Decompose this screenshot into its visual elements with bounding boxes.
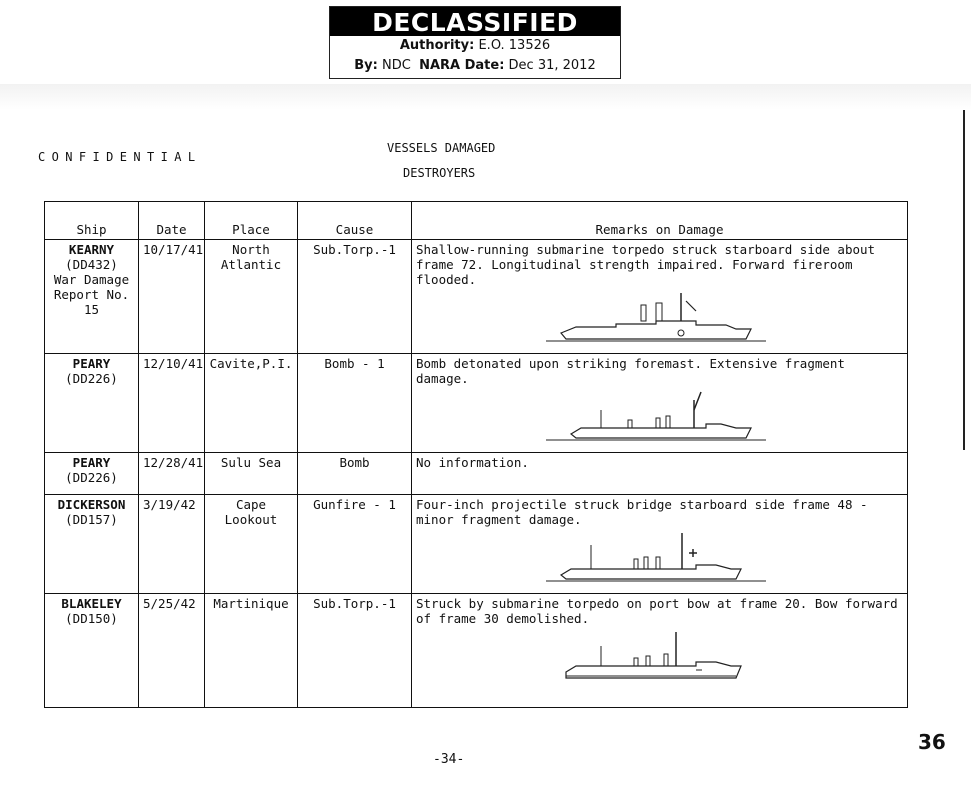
dickerson-damage-sketch — [546, 531, 766, 591]
table-row — [45, 453, 908, 495]
place-cell: Sulu Sea — [205, 453, 298, 495]
peary-damage-sketch — [546, 390, 766, 450]
ship-cell — [45, 240, 139, 354]
classification-marking: CONFIDENTIAL — [38, 150, 202, 164]
column-header-ship: Ship — [45, 202, 139, 240]
stamp-nara-label: NARA Date: — [419, 58, 505, 73]
remarks-text: Shallow-running submarine torpedo struck starboard side about frame 72. Longitudinal strength impaired. Forward fireroom flooded. — [416, 242, 876, 287]
cause-cell: Gunfire - 1 — [298, 495, 412, 594]
cause-cell: Bomb - 1 — [298, 354, 412, 453]
column-header-remarks: Remarks on Damage — [412, 202, 908, 240]
stamp-authority-label: Authority: — [399, 38, 475, 53]
column-header-cause: Cause — [298, 202, 412, 240]
document-subtitle: DESTROYERS — [403, 166, 476, 180]
hull-number: (DD226) — [65, 371, 118, 386]
stamp-authority-line — [330, 36, 620, 56]
page-edge-line — [963, 110, 965, 450]
remarks-cell — [412, 495, 908, 594]
hull-number: (DD150) — [65, 611, 118, 626]
page-edge-shadow — [0, 84, 971, 110]
ship-cell — [45, 594, 139, 708]
hull-number: (DD157) — [65, 512, 118, 527]
remarks-text: Bomb detonated upon striking foremast. Extensive fragment damage. — [416, 356, 845, 386]
column-header-date: Date — [139, 202, 205, 240]
stamp-title: DECLASSIFIED — [330, 7, 620, 36]
remarks-cell — [412, 594, 908, 708]
date-cell: 5/25/42 — [139, 594, 205, 708]
hull-number: (DD432) — [65, 257, 118, 272]
document-title: VESSELS DAMAGED — [387, 141, 496, 155]
table-row — [45, 594, 908, 708]
ship-cell — [45, 495, 139, 594]
table-row — [45, 240, 908, 354]
remarks-cell — [412, 354, 908, 453]
ship-name: DICKERSON — [57, 497, 126, 512]
ship-name: PEARY — [72, 356, 111, 371]
ship-name: KEARNY — [68, 242, 115, 257]
place-cell: Cavite,P.I. — [205, 354, 298, 453]
stamp-by-value: NDC — [381, 58, 411, 73]
table-row — [45, 354, 908, 453]
stamp-authority-value: E.O. 13526 — [478, 38, 551, 53]
ship-cell — [45, 354, 139, 453]
table-header-row — [45, 202, 908, 240]
ship-name: BLAKELEY — [61, 596, 122, 611]
ship-cell — [45, 453, 139, 495]
vessels-damaged-table — [44, 201, 908, 708]
date-cell: 12/28/41 — [139, 453, 205, 495]
table-row — [45, 495, 908, 594]
remarks-cell — [412, 240, 908, 354]
ship-name: PEARY — [72, 455, 111, 470]
date-cell: 12/10/41 — [139, 354, 205, 453]
ship-note: War Damage Report No. 15 — [53, 272, 130, 317]
page-label: -34- — [433, 752, 465, 767]
cause-cell: Sub.Torp.-1 — [298, 240, 412, 354]
date-cell: 10/17/41 — [139, 240, 205, 354]
stamp-by-line — [330, 56, 620, 76]
cause-cell: Sub.Torp.-1 — [298, 594, 412, 708]
remarks-text: Four-inch projectile struck bridge starboard side frame 48 - minor fragment damage. — [416, 497, 868, 527]
kearny-damage-sketch — [546, 291, 766, 351]
place-cell: North Atlantic — [205, 240, 298, 354]
remarks-text: Struck by submarine torpedo on port bow at frame 20. Bow forward of frame 30 demolished. — [416, 596, 898, 626]
remarks-cell: No information. — [412, 453, 908, 495]
stamp-by-label: By: — [354, 58, 378, 73]
page-number: 36 — [918, 730, 946, 754]
declassified-stamp — [329, 6, 621, 79]
place-cell: Martinique — [205, 594, 298, 708]
blakeley-damage-sketch — [546, 630, 766, 690]
date-cell: 3/19/42 — [139, 495, 205, 594]
place-cell: Cape Lookout — [205, 495, 298, 594]
column-header-place: Place — [205, 202, 298, 240]
cause-cell: Bomb — [298, 453, 412, 495]
stamp-nara-value: Dec 31, 2012 — [508, 58, 596, 73]
hull-number: (DD226) — [65, 470, 118, 485]
